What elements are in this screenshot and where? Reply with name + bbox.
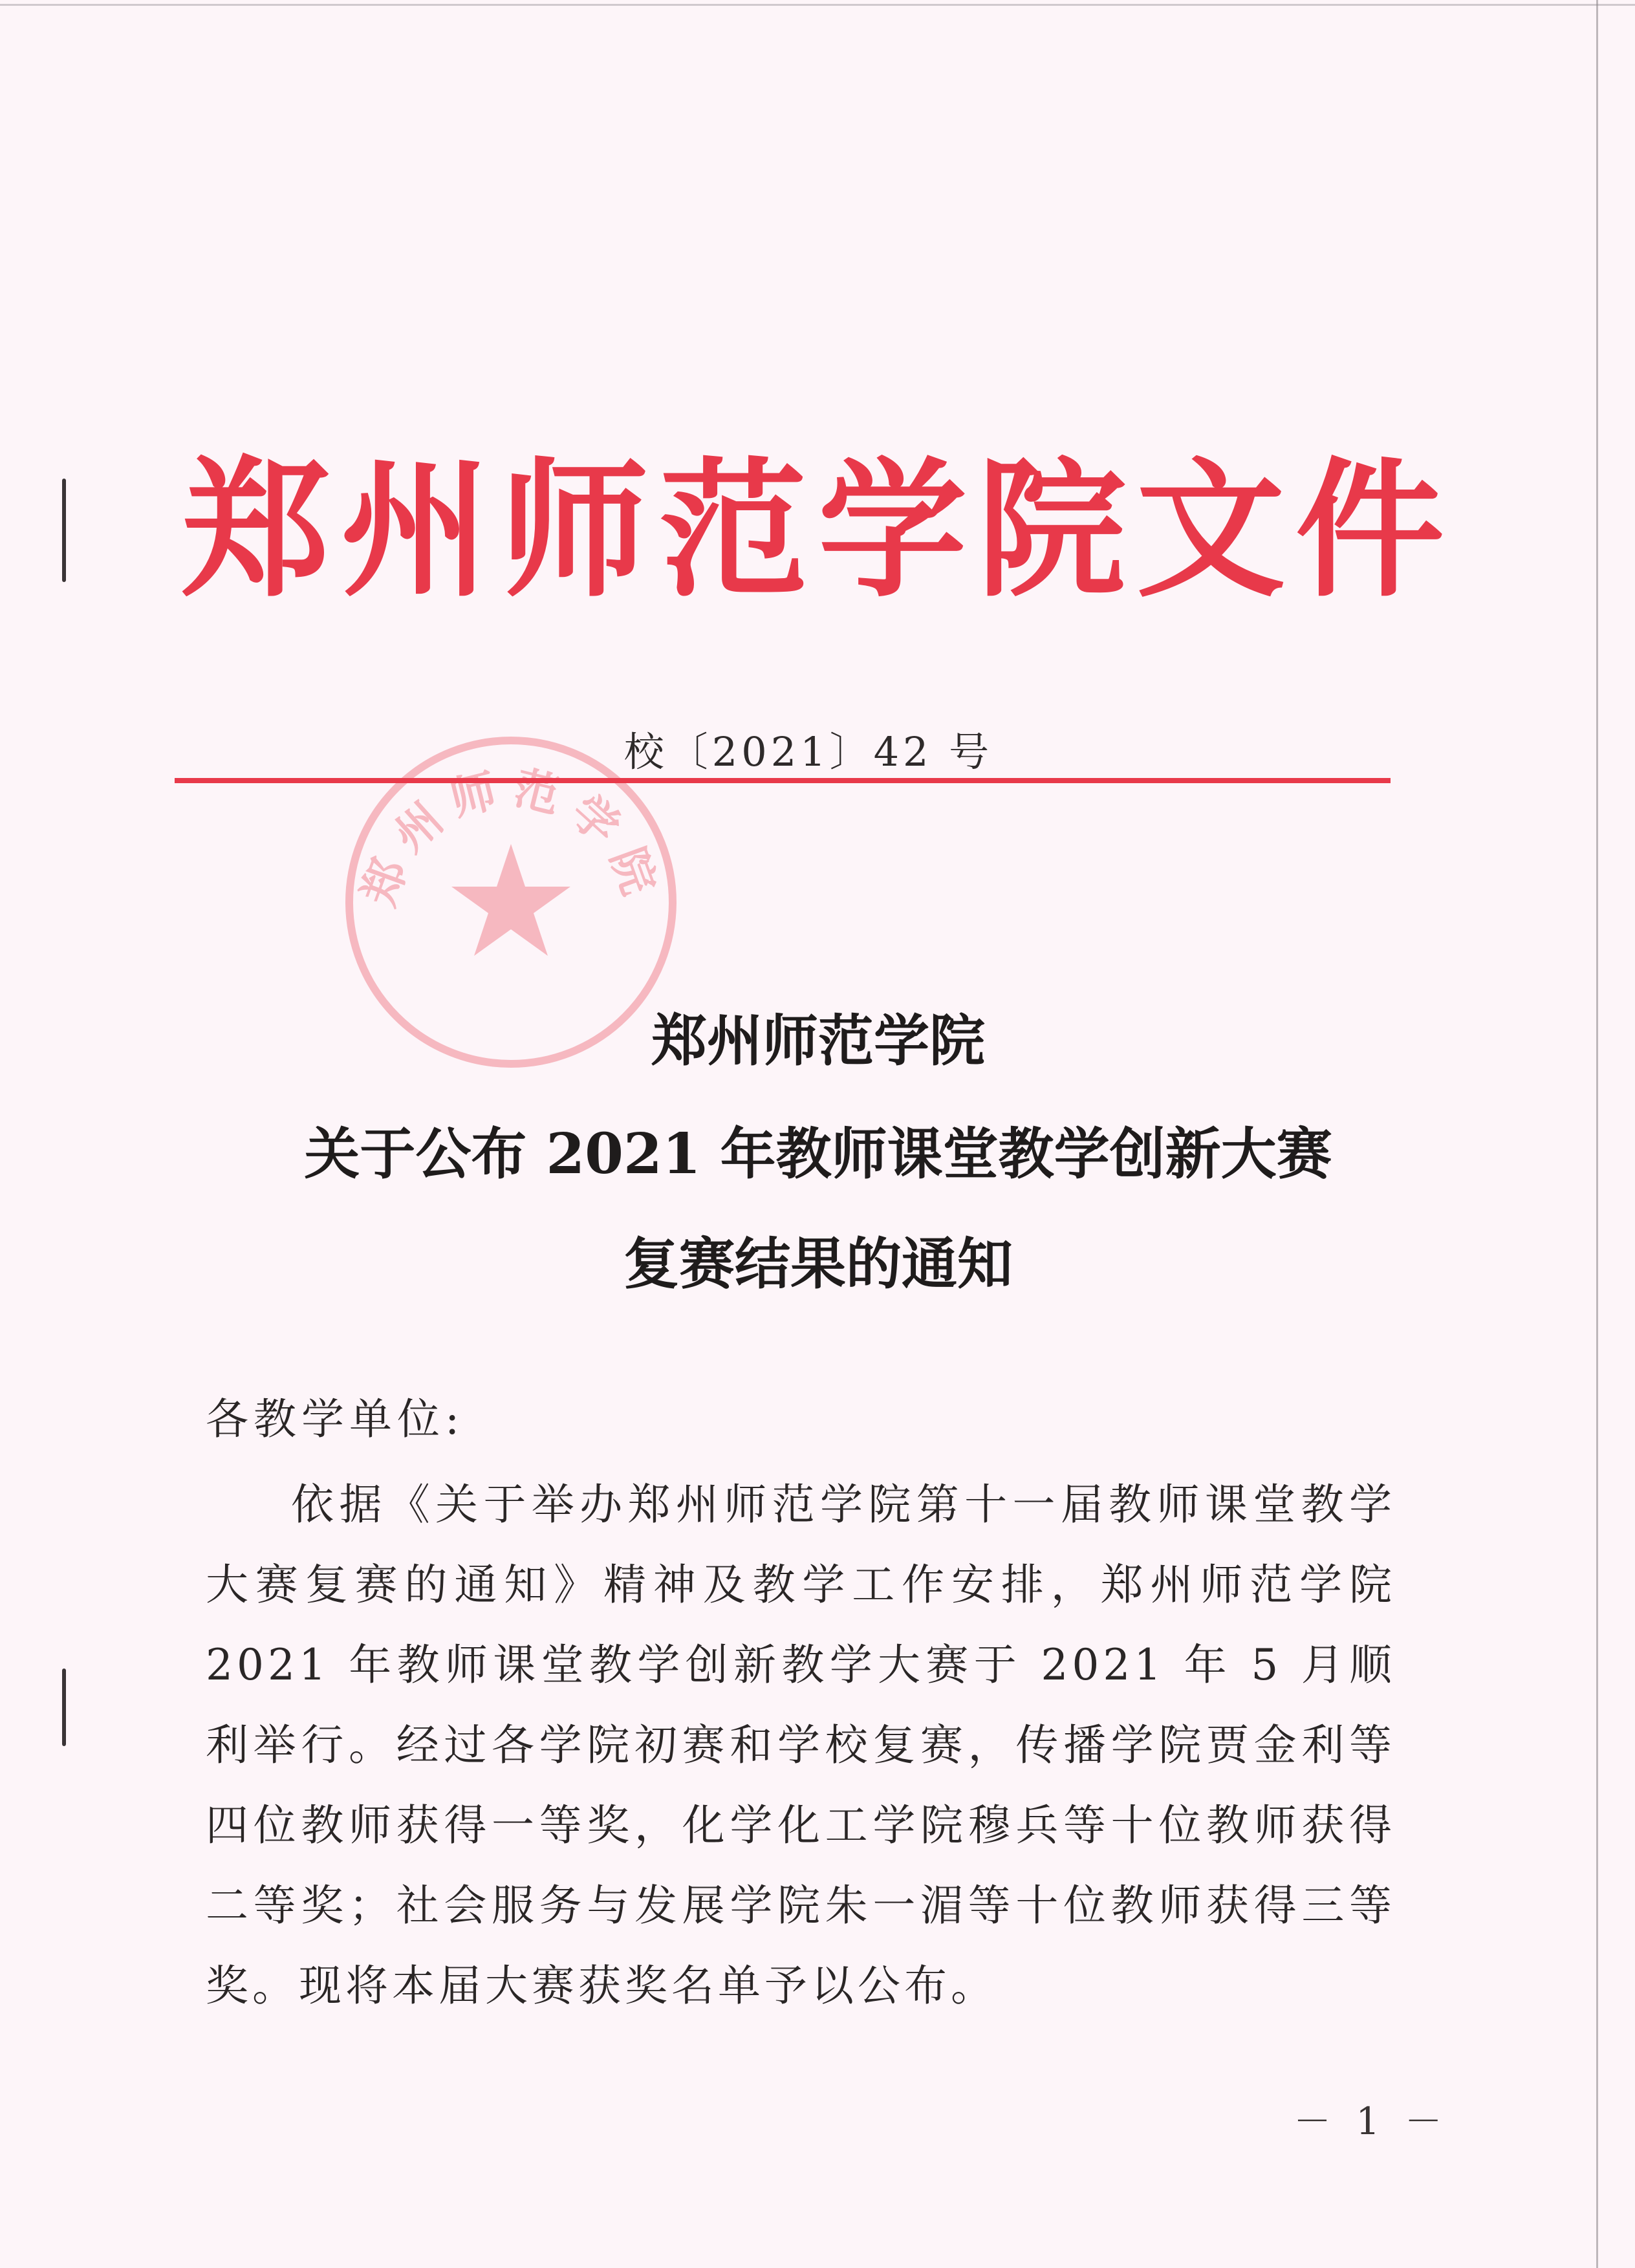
scan-edge-right	[1596, 0, 1598, 2268]
document-number: 校〔2021〕42 号	[623, 728, 993, 775]
notice-title-line2: 关于公布 2021 年教师课堂教学创新大赛	[304, 1121, 1332, 1187]
notice-title-line3: 复赛结果的通知	[623, 1231, 1013, 1297]
scan-edge-top	[0, 4, 1635, 6]
salutation: 各教学单位:	[206, 1394, 465, 1444]
body-paragraph: 依据《关于举办郑州师范学院第十一届教师课堂教学大赛复赛的通知》精神及教学工作安排，郑州师范学院 2021 年教师课堂教学创新教学大赛于 2021 年 5 月顺利举行。经过各学院初赛和学校复赛，传播学院贾金利等四位教师获得一等奖，化学化工学院穆兵等十位教师获得二等奖；社会服务与发展学院朱一湄等十位教师获得三等奖。现将本届大赛获奖名单予以公布。	[206, 1480, 1396, 2011]
notice-title-line1: 郑州师范学院	[651, 1008, 985, 1074]
document-header-title: 郑州师范学院文件	[181, 443, 1455, 618]
binding-mark-top	[62, 479, 66, 582]
seal-text: 郑州师范学院	[351, 760, 671, 913]
page-number: － 1 －	[1294, 2099, 1449, 2143]
star-icon	[451, 844, 570, 956]
binding-mark-bottom	[62, 1669, 66, 1746]
